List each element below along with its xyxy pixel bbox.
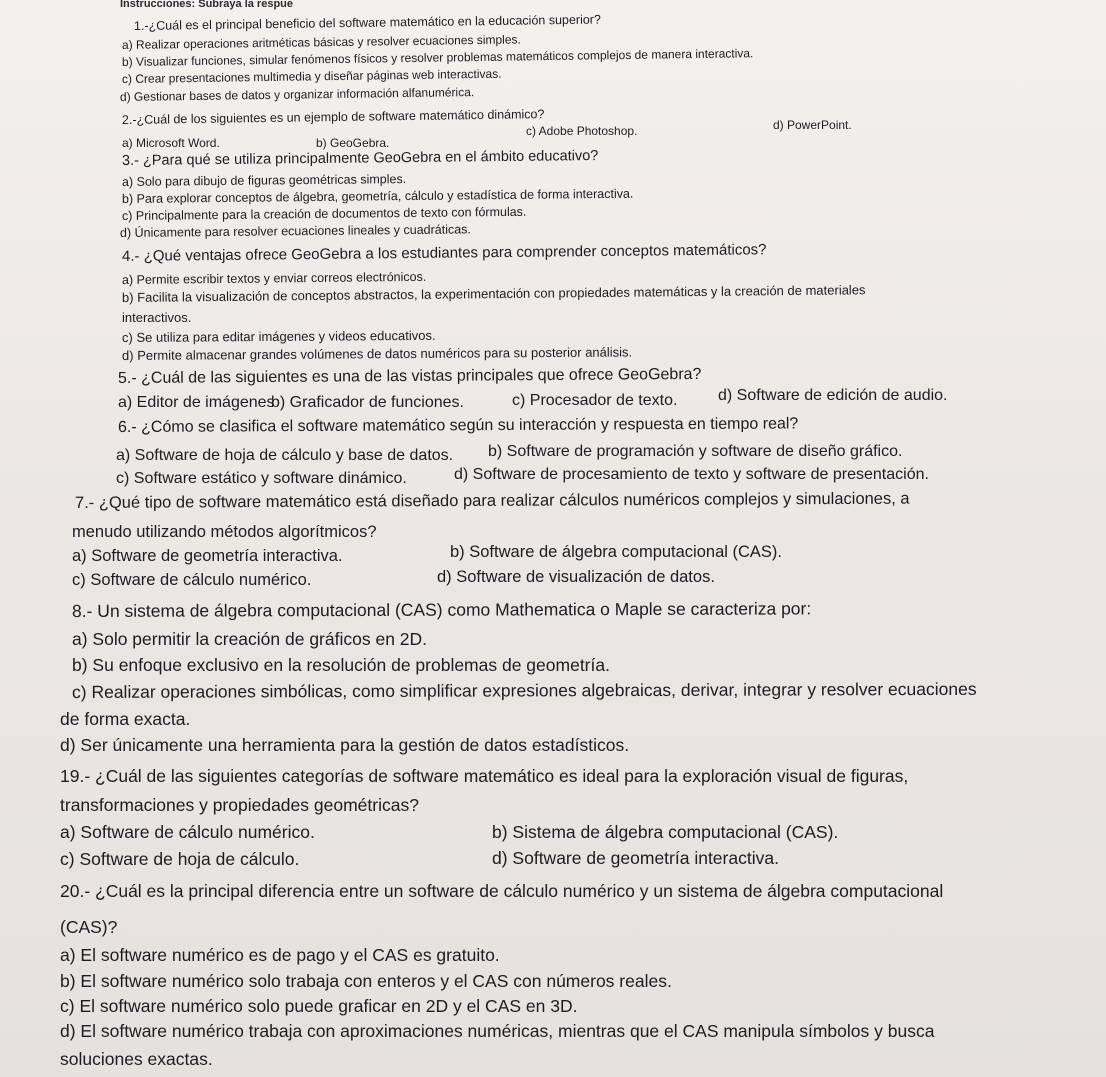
question-4-option-d[interactable]: d) Permite almacenar grandes volúmenes de datos numéricos para su posterior análisis. (121, 344, 633, 363)
question-7-option-a[interactable]: a) Software de geometría interactiva. (72, 547, 343, 565)
question-20-option-d-cont: soluciones exactas. (60, 1049, 213, 1069)
question-7-option-c[interactable]: c) Software de cálculo numérico. (72, 571, 312, 589)
question-1-option-d[interactable]: d) Gestionar bases de datos y organizar información alfanumérica. (119, 85, 475, 104)
question-4-option-b-cont: interactivos. (122, 310, 192, 325)
question-4-option-c[interactable]: c) Se utiliza para editar imágenes y videos educativos. (121, 327, 436, 345)
question-19-option-b[interactable]: b) Sistema de álgebra computacional (CAS). (492, 822, 839, 842)
question-4-stem: 4.- ¿Qué ventajas ofrece GeoGebra a los estudiantes para comprender conceptos matemáticos? (121, 241, 767, 265)
question-8-option-b[interactable]: b) Su enfoque exclusivo en la resolución de problemas de geometría. (72, 655, 610, 675)
question-2-option-d[interactable]: d) PowerPoint. (773, 118, 852, 132)
question-5-option-d[interactable]: d) Software de edición de audio. (718, 387, 948, 404)
question-1-option-c[interactable]: c) Crear presentaciones multimedia y diseñar páginas web interactivas. (121, 66, 502, 86)
question-2-option-c[interactable]: c) Adobe Photoshop. (526, 124, 638, 138)
question-8-stem: 8.- Un sistema de álgebra computacional (CAS) como Mathematica o Maple se caracteriza por: (71, 598, 812, 621)
question-6-option-d[interactable]: d) Software de procesamiento de texto y software de presentación. (454, 466, 929, 483)
question-8-option-c[interactable]: c) Realizar operaciones simbólicas, como simplificar expresiones algebraicas, derivar, integrar y resolver ecuaciones (71, 678, 977, 702)
question-2-option-a[interactable]: a) Microsoft Word. (122, 136, 220, 150)
question-3-option-a[interactable]: a) Solo para dibujo de figuras geométricas simples. (121, 172, 407, 189)
question-5-option-a[interactable]: a) Editor de imágenes (118, 394, 275, 411)
question-3-stem: 3.- ¿Para qué se utiliza principalmente GeoGebra en el ámbito educativo? (121, 148, 599, 169)
question-3-option-b[interactable]: b) Para explorar conceptos de álgebra, geometría, cálculo y estadística de forma interactiva. (121, 186, 634, 206)
question-6-option-a[interactable]: a) Software de hoja de cálculo y base de datos. (116, 447, 454, 464)
question-19-stem-cont: transformaciones y propiedades geométricas? (60, 795, 419, 815)
question-19-option-d[interactable]: d) Software de geometría interactiva. (492, 848, 779, 868)
question-1-option-a[interactable]: a) Realizar operaciones aritméticas básicas y resolver ecuaciones simples. (121, 32, 521, 52)
question-4-option-b[interactable]: b) Facilita la visualización de conceptos abstractos, la experimentación con propiedades matemáticas y la creación de materiales (121, 282, 866, 305)
question-8-option-c-cont: de forma exacta. (60, 709, 191, 729)
question-7-stem: 7.- ¿Qué tipo de software matemático está diseñado para realizar cálculos numéricos complejos y simulaciones, a (74, 489, 910, 512)
question-5-option-c[interactable]: c) Procesador de texto. (512, 392, 678, 409)
question-2-stem: 2.-¿Cuál de los siguientes es un ejemplo de software matemático dinámico? (121, 107, 545, 127)
question-6-stem: 6.- ¿Cómo se clasifica el software matemático según su interacción y respuesta en tiempo real? (117, 415, 799, 436)
question-7-option-b[interactable]: b) Software de álgebra computacional (CAS). (450, 543, 782, 561)
question-20-option-d[interactable]: d) El software numérico trabaja con aproximaciones numéricas, mientras que el CAS manipula símbolos y busca (60, 1021, 935, 1041)
question-20-stem: 20.- ¿Cuál es la principal diferencia entre un software de cálculo numérico y un sistema de álgebra computacional (60, 881, 944, 901)
question-20-option-b[interactable]: b) El software numérico solo trabaja con enteros y el CAS con números reales. (60, 971, 672, 991)
question-8-option-a[interactable]: a) Solo permitir la creación de gráficos en 2D. (72, 629, 428, 649)
question-19-option-c[interactable]: c) Software de hoja de cálculo. (60, 849, 300, 869)
question-3-option-d[interactable]: d) Únicamente para resolver ecuaciones lineales y cuadráticas. (119, 222, 471, 240)
instructions-header: Instrucciones: Subraya la respue (120, 0, 294, 10)
question-1-option-b[interactable]: b) Visualizar funciones, simular fenómenos físicos y resolver problemas matemáticos complejos de manera interactiva. (121, 46, 754, 69)
question-5-option-b[interactable]: b) Graficador de funciones. (271, 394, 464, 411)
question-1-stem: 1.-¿Cuál es el principal beneficio del software matemático en la educación superior? (133, 12, 601, 33)
question-19-option-a[interactable]: a) Software de cálculo numérico. (60, 822, 315, 842)
question-6-option-b[interactable]: b) Software de programación y software de diseño gráfico. (488, 443, 903, 460)
question-19-stem: 19.- ¿Cuál de las siguientes categorías de software matemático es ideal para la exploración visual de figuras, (60, 766, 909, 786)
question-7-stem-cont: menudo utilizando métodos algorítmicos? (72, 523, 377, 541)
question-7-option-d[interactable]: d) Software de visualización de datos. (437, 568, 715, 586)
question-20-option-a[interactable]: a) El software numérico es de pago y el CAS es gratuito. (60, 945, 500, 965)
question-8-option-d[interactable]: d) Ser únicamente una herramienta para la gestión de datos estadísticos. (60, 735, 630, 755)
question-4-option-a[interactable]: a) Permite escribir textos y enviar correos electrónicos. (121, 269, 427, 287)
question-2-option-b[interactable]: b) GeoGebra. (316, 136, 390, 150)
question-3-option-c[interactable]: c) Principalmente para la creación de documentos de texto con fórmulas. (121, 204, 527, 223)
question-6-option-c[interactable]: c) Software estático y software dinámico. (116, 470, 407, 487)
question-20-stem-cont: (CAS)? (60, 917, 118, 937)
question-5-stem: 5.- ¿Cuál de las siguientes es una de las vistas principales que ofrece GeoGebra? (117, 365, 702, 387)
question-20-option-c[interactable]: c) El software numérico solo puede graficar en 2D y el CAS en 3D. (60, 996, 578, 1016)
